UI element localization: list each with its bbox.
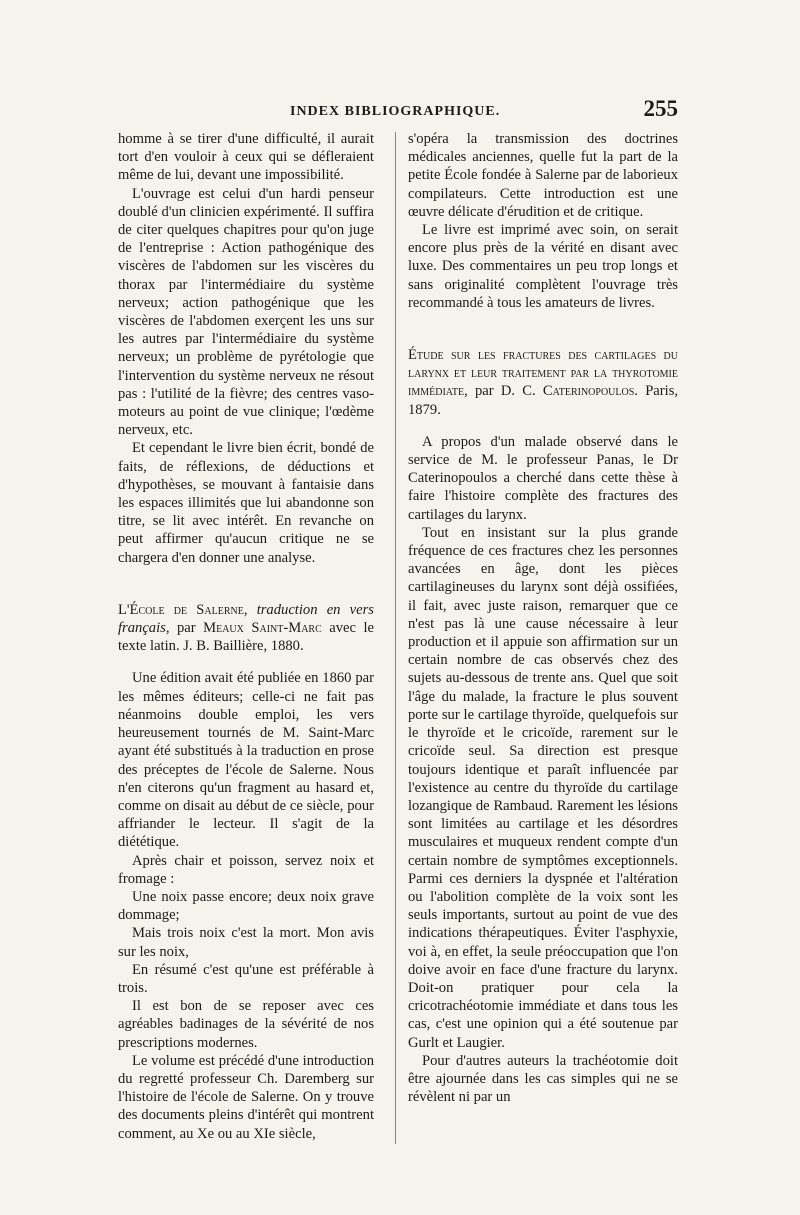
bibliography-entry	[408, 346, 678, 419]
entry-publication: Paris, 1879.	[408, 383, 679, 418]
entry-title: Étude sur les fractures des cartilages du larynx et leur traitement par la thyrotomie immédiate,	[408, 347, 678, 400]
page-number: 255	[643, 96, 678, 121]
entry-author-prefix: par	[176, 620, 196, 637]
running-title: INDEX BIBLIOGRAPHIQUE.	[290, 104, 501, 119]
entry-author-prefix: par	[475, 383, 494, 400]
verse-line: En résumé c'est qu'une est préférable à trois.	[118, 961, 374, 996]
verse-line: Une noix passe encore; deux noix grave dommage;	[118, 888, 374, 924]
entry-heading	[408, 346, 678, 419]
paragraph: homme à se tirer d'une difficulté, il aurait tort d'en vouloir à ceux qui se déflеraient même de lui, devant une impossibilité.	[118, 131, 374, 184]
paragraph: Une édition avait été publiée en 1860 par les mêmes éditeurs; celle-ci ne fait pas néanmoins double emploi, les vers heureusement tournés de M. Saint-Marc ayant été substitués à la traduction en prose des préceptes de l'école de Salerne. Nous n'en citerons qu'un fragment au hasard et, comme on disait au début de ce siècle, pour affriander le lecteur. Il s'agit de la diététique.	[118, 670, 374, 851]
paragraph: Il est bon de se reposer avec ces agréables badinages de la sévérité de nos prescriptions modernes.	[118, 998, 374, 1051]
left-column	[118, 130, 374, 1143]
entry-author: D. C. Caterinopoulos.	[500, 383, 638, 400]
paragraph: Pour d'autres auteurs la trachéotomie doit être ajournée dans les cas simples qui ne se révèlent ni par un	[408, 1052, 678, 1106]
paragraph: A propos d'un malade observé dans le service de M. le professeur Panas, le Dr Caterinopoulos a cherché dans cette thèse à faire l'histoire complète des fractures des cartilages du larynx.	[408, 433, 678, 523]
entry-author: Meaux Saint-Marc	[203, 620, 322, 637]
paragraph: Le livre est imprimé avec soin, on serait encore plus près de la vérité en disant avec luxe. Des commentaires un peu trop longs et sans originalité complètent l'ouvrage très recommandé à tous les amateurs de livres.	[408, 222, 678, 311]
column-divider	[395, 132, 396, 1144]
paragraph: Le volume est précédé d'une introduction du regretté professeur Ch. Daremberg sur l'histoire de l'école de Salerne. On y trouve des documents pleins d'intérêt qui montrent comment, au Xe ou au XIe siècle,	[118, 1052, 374, 1142]
entry-title-italic: traduction en vers français,	[118, 601, 374, 637]
entry-title: L'École de Salerne,	[118, 601, 248, 618]
paragraph: L'ouvrage est celui d'un hardi penseur doublé d'un clinicien expérimenté. Il suffira de citer quelques chapitres pour qu'on juge de l'entreprise : Action pathogénique des viscères de l'abdomen sur les viscères du thorax par l'intermédiaire du système nerveux; action pathogénique que les viscères de l'abdomen exerçent les uns sur les autres par l'intermédiaire du système nerveux; un problème de pyrétologie que l'intervention du système nerveux ne résout pas : l'utilité de la fièvre; des centres vaso-moteurs au point de vue clinique; l'œdème nerveux, etc.	[118, 185, 374, 439]
page-header	[118, 96, 686, 128]
entry-heading	[118, 601, 374, 656]
verse-line: Mais trois noix c'est la mort. Mon avis sur les noix,	[118, 925, 374, 960]
paragraph: Tout en insistant sur la plus grande fréquence de ces fractures chez les personnes avancées en âge, dont les pièces cartilagineuses du larynx sont déjà ossifiées, il fait, avec juste raison, remarquer que ce n'est pas là une cause nécessaire à leur production et il appuie son affirmation sur un certain nombre de cas observés chez des sujets au-dessous de trente ans. Quel que soit l'âge du malade, la fracture le plus souvent porte sur le cartilage thyroïde, quelquefois sur le thyroïde et le cricoïde, rarement sur le cricoïde seul. Sa direction est presque toujours identique et paraît influencée par l'existence au centre du thyroïde du cartilage lozangique de Rambaud. Rarement les lésions sont limitées au cartilage et les désordres musculaires et muqueux rendent compte d'un certain nombre de symptômes exceptionnels. Parmi ces derniers la dyspnée et l'altération ou l'abolition complète de la voix sont les seuls importants, surtout au point de vue des indications thérapeutiques. Éviter l'asphyxie, voi à, en effet, la seule préoccupation que l'on doive avoir en face d'une fracture du larynx. Doit-on pratiquer pour cela la cricotrachéotomie immédiate et dans tous les cas, c'est une opinion qui a été soutenue par Gurlt et Laugier.	[408, 524, 678, 1051]
entry-publication: avec le texte latin. J. B. Baillière, 1880.	[118, 620, 375, 655]
verse-line: Après chair et poisson, servez noix et fromage :	[118, 852, 374, 887]
bibliography-entry	[118, 601, 374, 656]
paragraph: Et cependant le livre bien écrit, bondé de faits, de réflexions, de déductions et d'hypothèses, se mouvant à fantaisie dans les espaces illimités que lui abandonne son titre, se lit avec intérêt. En revanche on peut affirmer qu'aucun critique ne se chargera d'en donner une analyse.	[118, 440, 374, 566]
paragraph: s'opéra la transmission des doctrines médicales anciennes, quelle fut la part de la petite École fondée à Salerne par de laborieux compilateurs. Cette introduction est une œuvre délicate d'érudition et de critique.	[408, 131, 678, 220]
right-column	[408, 130, 678, 1106]
